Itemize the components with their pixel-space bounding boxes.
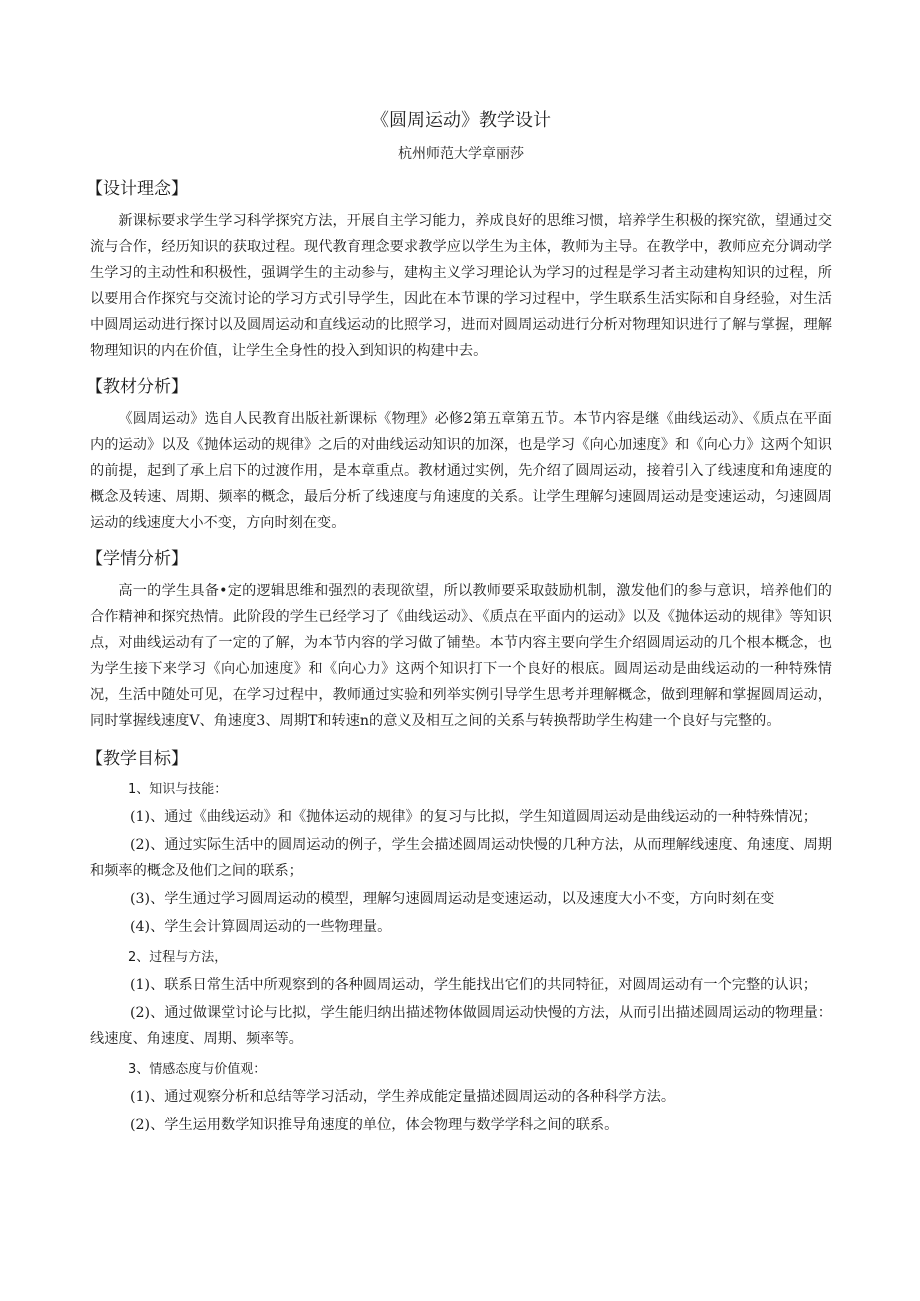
document-page	[86, 108, 832, 1140]
section-body-concept: 新课标要求学生学习科学探究方法，开展自主学习能力，养成良好的思维习惯，培养学生积极的探究欲，望通过交流与合作，经历知识的获取过程。现代教育理念要求教学应以学生为主体，教师为主导。在教学中，教师应充分调动学生学习的主动性和积极性，强调学生的主动参与，建构主义学习理论认为学习的过程是学习者主动建构知识的过程，所以要用合作探究与交流讨论的学习方式引导学生，因此在本节课的学习过程中，学生联系生活实际和自身经验，对生活中圆周运动进行探讨以及圆周运动和直线运动的比照学习，进而对圆周运动进行分析对物理知识进行了解与掌握，理解物理知识的内在价值，让学生全身性的投入到知识的构建中去。	[90, 213, 832, 359]
author-line: 杭州师范大学章丽莎	[398, 146, 524, 162]
goal-item: (1)、通过观察分析和总结等学习活动，学生养成能定量描述圆周运动的各种科学方法。	[130, 1089, 676, 1105]
goal-item: (1)、通过《曲线运动》和《抛体运动的规律》的复习与比拟，学生知道圆周运动是曲线运动的一种特殊情况；	[130, 809, 817, 825]
goal-item: (3)、学生通过学习圆周运动的模型，理解匀速圆周运动是变速运动，以及速度大小不变，方向时刻在变	[130, 891, 775, 907]
page-title: 《圆周运动》教学设计	[371, 110, 551, 131]
goal-item: (2)、通过实际生活中的圆周运动的例子，学生会描述圆周运动快慢的几种方法，从而理解线速度、角速度、周期和频率的概念及他们之间的联系；	[90, 837, 832, 879]
goal-group-heading-knowledge: 1、知识与技能：	[128, 782, 228, 797]
section-heading-concept: 【设计理念】	[86, 179, 188, 199]
goal-item: (2)、通过做课堂讨论与比拟，学生能归纳出描述物体做圆周运动快慢的方法，从而引出描述圆周运动的物理量：线速度、角速度、周期、频率等。	[90, 1005, 832, 1047]
section-heading-students: 【学情分析】	[86, 549, 188, 569]
section-body-textbook: 《圆周运动》选自人民教育出版社新课标《物理》必修2第五章第五节。本节内容是继《曲线运动》、《质点在平面内的运动》以及《抛体运动的规律》之后的对曲线运动知识的加深，也是学习《向心加速度》和《向心力》这两个知识的前提，起到了承上启下的过渡作用，是本章重点。教材通过实例，先介绍了圆周运动，接着引入了线速度和角速度的概念及转速、周期、频率的概念，最后分析了线速度与角速度的关系。让学生理解匀速圆周运动是变速运动，匀速圆周运动的线速度大小不变，方向时刻在变。	[90, 411, 832, 531]
goal-group-heading-values: 3、情感态度与价值观：	[128, 1062, 267, 1077]
goal-item: (1)、联系日常生活中所观察到的各种圆周运动，学生能找出它们的共同特征，对圆周运动有一个完整的认识；	[130, 977, 817, 993]
goal-item: (4)、学生会计算圆周运动的一些物理量。	[130, 919, 392, 935]
section-body-students: 高一的学生具备•定的逻辑思维和强烈的表现欲望，所以教师要采取鼓励机制，激发他们的参与意识，培养他们的合作精神和探究热情。此阶段的学生已经学习了《曲线运动》、《质点在平面内的运动》以及《抛体运动的规律》等知识点，对曲线运动有了一定的了解，为本节内容的学习做了铺垫。本节内容主要向学生介绍圆周运动的几个根本概念，也为学生接下来学习《向心加速度》和《向心力》这两个知识打下一个良好的根底。圆周运动是曲线运动的一种特殊情况，生活中随处可见，在学习过程中，教师通过实验和列举实例引导学生思考并理解概念，做到理解和掌握圆周运动，同时掌握线速度V、角速度3、周期T和转速n的意义及相互之间的关系与转换帮助学生构建一个良好与完整的。	[90, 583, 832, 729]
goal-group-heading-process: 2、过程与方法，	[128, 950, 228, 965]
section-heading-goals: 【教学目标】	[86, 749, 188, 769]
teaching-goals	[86, 746, 832, 1138]
goal-item: (2)、学生运用数学知识推导角速度的单位，体会物理与数学学科之间的联系。	[130, 1117, 619, 1133]
section-heading-textbook: 【教材分析】	[86, 377, 188, 397]
